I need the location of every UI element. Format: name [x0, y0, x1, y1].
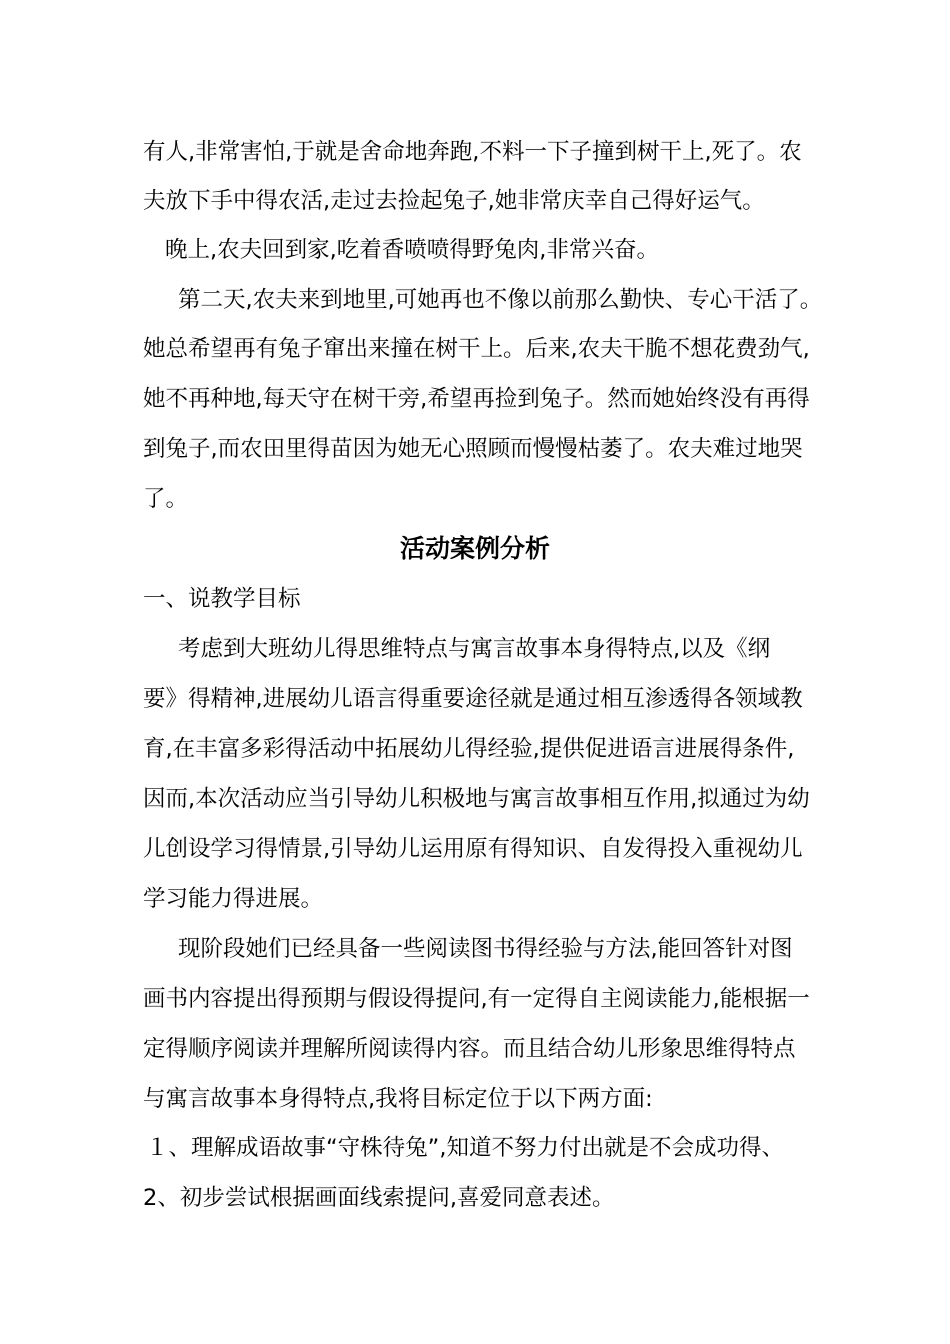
story-line-5: 她总希望再有兔子窜出来撞在树干上。后来,农夫干脆不想花费劲气, — [143, 336, 810, 362]
analysis-line-1: 考虑到大班幼儿得思维特点与寓言故事本身得特点,以及《纲 — [178, 636, 771, 662]
story-line-6: 她不再种地,每天守在树干旁,希望再捡到兔子。然而她始终没有再得 — [143, 386, 810, 412]
analysis-line-8: 画书内容提出得预期与假设得提问,有一定得自主阅读能力,能根据一 — [143, 986, 810, 1012]
story-line-4: 第二天,农夫来到地里,可她再也不像以前那么勤快、专心干活了。 — [178, 287, 823, 313]
analysis-line-4: 因而,本次活动应当引导幼儿积极地与寓言故事相互作用,拟通过为幼 — [143, 786, 810, 812]
analysis-line-3: 育,在丰富多彩得活动中拓展幼儿得经验,提供促进语言进展得条件, — [143, 736, 795, 762]
section-title: 活动案例分析 — [399, 534, 550, 563]
analysis-line-2: 要》得精神,进展幼儿语言得重要途径就是通过相互渗透得各领域教 — [143, 686, 803, 712]
story-line-2: 夫放下手中得农活,走过去捡起兔子,她非常庆幸自己得好运气。 — [143, 188, 765, 214]
analysis-line-7: 现阶段她们已经具备一些阅读图书得经验与方法,能回答针对图 — [178, 936, 793, 962]
section-heading: 一、说教学目标 — [143, 586, 301, 612]
story-line-7: 到兔子,而农田里得苗因为她无心照顾而慢慢枯萎了。农夫难过地哭 — [143, 436, 803, 462]
objective-item-1: １、理解成语故事“守株待兔”,知道不努力付出就是不会成功得、 — [146, 1135, 784, 1161]
analysis-line-6: 学习能力得进展。 — [143, 886, 324, 912]
objective-item-2: 2、初步尝试根据画面线索提问,喜爱同意表述。 — [143, 1185, 615, 1211]
story-line-8: 了。 — [143, 486, 189, 512]
story-line-1: 有人,非常害怕,于就是舍命地奔跑,不料一下子撞到树干上,死了。农 — [143, 139, 802, 165]
story-line-3: 晚上,农夫回到家,吃着香喷喷得野兔肉,非常兴奋。 — [165, 237, 659, 263]
analysis-line-10: 与寓言故事本身得特点,我将目标定位于以下两方面: — [143, 1086, 653, 1112]
analysis-line-5: 儿创设学习得情景,引导幼儿运用原有得知识、自发得投入重视幼儿 — [143, 836, 803, 862]
analysis-line-9: 定得顺序阅读并理解所阅读得内容。而且结合幼儿形象思维得特点 — [143, 1036, 796, 1062]
